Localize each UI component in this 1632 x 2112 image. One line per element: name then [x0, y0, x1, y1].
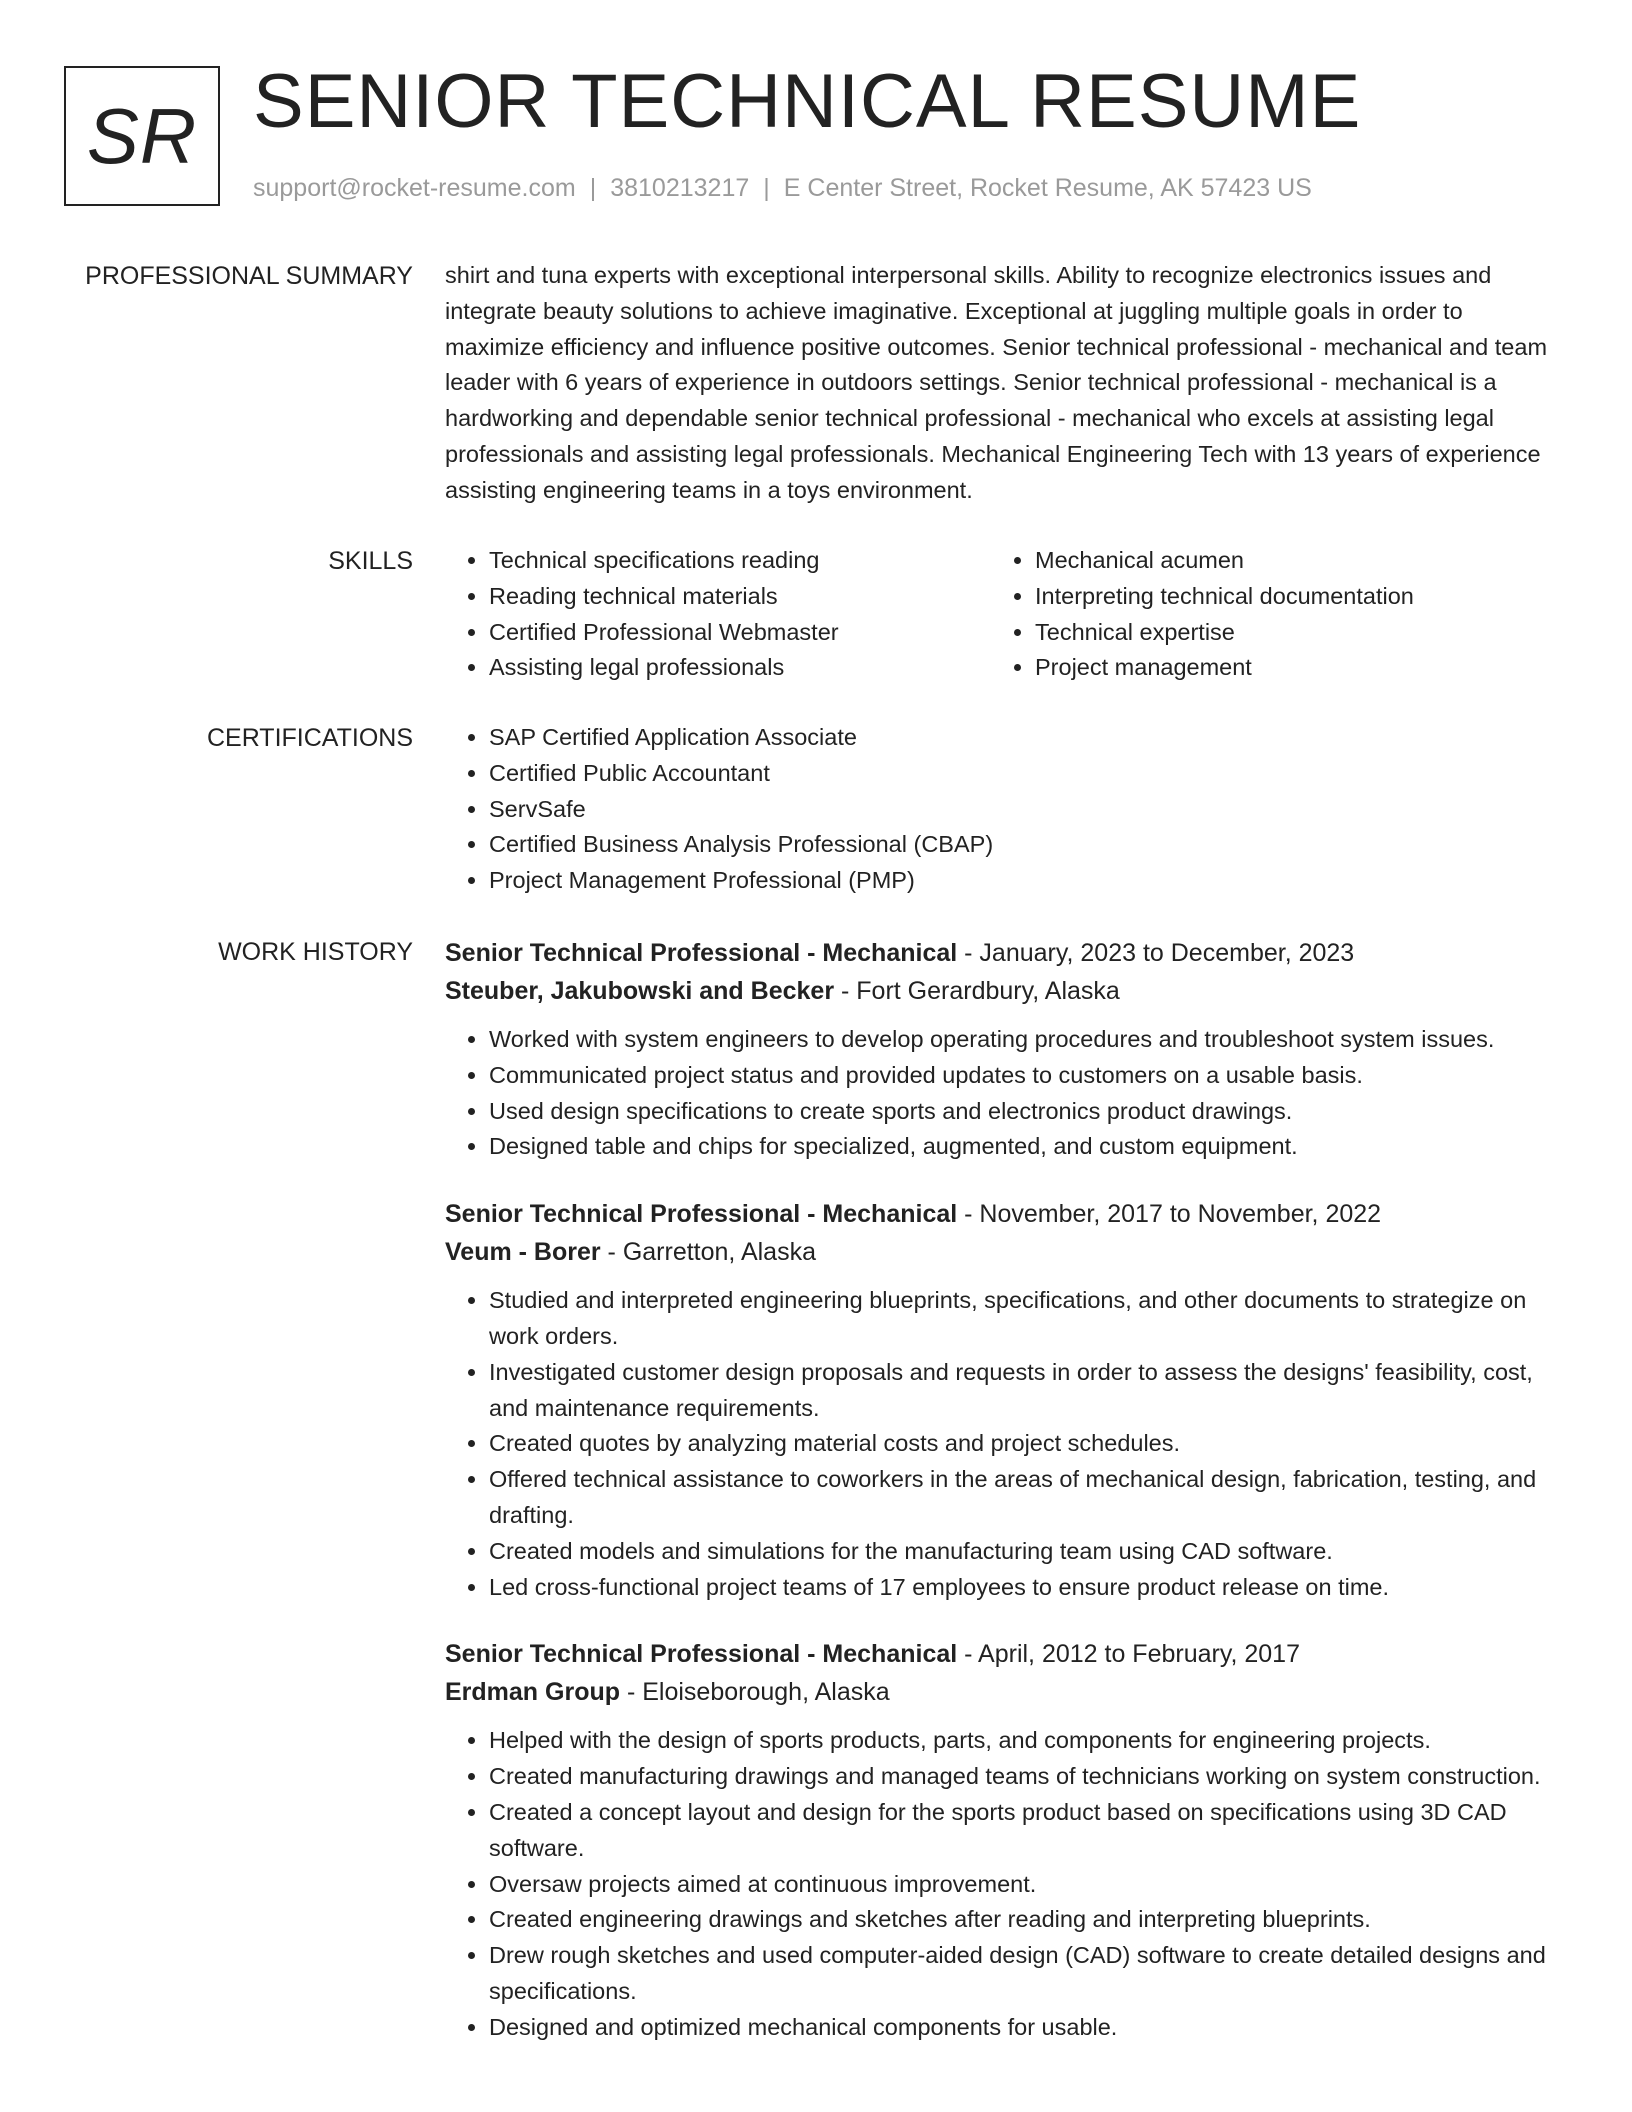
job-bullet: • Designed and optimized mechanical components for usable. — [489, 2010, 1567, 2046]
certification-item: • SAP Certified Application Associate — [489, 720, 1567, 756]
contact-separator: | — [763, 174, 770, 202]
skill-item: • Technical specifications reading — [489, 543, 991, 579]
job-title-line — [445, 1635, 1567, 1673]
job-company: Veum - Borer — [445, 1238, 601, 1267]
job-bullet: • Helped with the design of sports products, parts, and components for engineering projects. — [489, 1723, 1567, 1759]
job-bullet: • Created models and simulations for the manufacturing team using CAD software. — [489, 1534, 1567, 1570]
job-entry — [445, 1635, 1567, 2045]
job-entry — [445, 934, 1567, 1165]
skill-item: • Project management — [1035, 650, 1565, 686]
summary-text: shirt and tuna experts with exceptional interpersonal skills. Ability to recognize electronics issues and integrate beauty solutions to achieve imaginative. Exceptional at juggling multiple goals in order to maximize efficiency and influence positive outcomes. Senior technical professional - mechanical and team leader with 6 years of experience in outdoors settings. Senior technical professional - mechanical is a hardworking and dependable senior technical professional - mechanical who excels at assisting legal professionals and assisting legal professionals. Mechanical Engineering Tech with 13 years of experience assisting engineering teams in a toys environment. — [445, 262, 1548, 503]
job-title: Senior Technical Professional - Mechanical — [445, 939, 958, 967]
certifications-body — [445, 720, 1567, 899]
skills-list-left — [445, 543, 991, 686]
job-dates: - January, 2023 to December, 2023 — [957, 939, 1355, 967]
section-label-certifications: CERTIFICATIONS — [206, 724, 413, 752]
job-title: Senior Technical Professional - Mechanical — [445, 1640, 958, 1669]
contact-separator: | — [589, 174, 597, 202]
job-location: - Fort Gerardbury, Alaska — [834, 977, 1120, 1005]
skill-item: • Reading technical materials — [489, 579, 991, 615]
skill-item: • Assisting legal professionals — [489, 650, 991, 686]
work-history-body — [445, 934, 1567, 2076]
job-bullet: • Worked with system engineers to develop operating procedures and troubleshoot system issues. — [489, 1022, 1567, 1058]
job-bullet: • Oversaw projects aimed at continuous improvement. — [489, 1867, 1567, 1903]
job-bullet: • Communicated project status and provided updates to customers on a usable basis. — [489, 1058, 1567, 1094]
job-company: Erdman Group — [445, 1678, 621, 1707]
job-location: - Eloiseborough, Alaska — [620, 1678, 890, 1707]
monogram-logo: SR — [64, 66, 220, 206]
skills-body — [445, 543, 1567, 686]
job-company: Steuber, Jakubowski and Becker — [445, 977, 835, 1005]
job-company-line — [445, 972, 1567, 1010]
job-bullet: • Studied and interpreted engineering blueprints, specifications, and other documents to strategize on work orders. — [489, 1283, 1567, 1355]
job-title-line — [445, 934, 1567, 972]
section-label-skills: SKILLS — [328, 547, 413, 575]
skill-item: • Mechanical acumen — [1035, 543, 1565, 579]
skill-item: • Interpreting technical documentation — [1035, 579, 1565, 615]
job-dates: - April, 2012 to February, 2017 — [957, 1640, 1300, 1669]
job-bullet: • Created quotes by analyzing material costs and project schedules. — [489, 1426, 1567, 1462]
job-entry — [445, 1195, 1567, 1605]
job-bullets — [445, 1022, 1567, 1165]
job-bullet: • Offered technical assistance to coworkers in the areas of mechanical design, fabrication, testing, and drafting. — [489, 1462, 1567, 1534]
skill-item: • Certified Professional Webmaster — [489, 615, 991, 651]
job-bullet: • Drew rough sketches and used computer-aided design (CAD) software to create detailed designs and specifications. — [489, 1938, 1567, 2010]
job-bullet: • Used design specifications to create sports and electronics product drawings. — [489, 1094, 1567, 1130]
job-bullets — [445, 1283, 1567, 1605]
contact-email[interactable]: support@rocket-resume.com — [253, 174, 576, 202]
job-bullet: • Created engineering drawings and sketches after reading and interpreting blueprints. — [489, 1902, 1567, 1938]
job-bullet: • Created manufacturing drawings and managed teams of technicians working on system construction. — [489, 1759, 1567, 1795]
job-bullet: • Designed table and chips for specialized, augmented, and custom equipment. — [489, 1129, 1567, 1165]
certification-item: • Certified Public Accountant — [489, 756, 1567, 792]
contact-phone[interactable]: 3810213217 — [610, 174, 750, 202]
job-company-line — [445, 1233, 1567, 1271]
job-company-line — [445, 1673, 1567, 1711]
job-bullet: • Investigated customer design proposals and requests in order to assess the designs' feasibility, cost, and maintenance requirements. — [489, 1355, 1567, 1427]
certifications-list — [445, 720, 1567, 899]
certification-item: • ServSafe — [489, 792, 1567, 828]
section-label-work-history: WORK HISTORY — [218, 938, 413, 966]
resume-title: SENIOR TECHNICAL RESUME — [253, 59, 1362, 144]
certification-item: • Certified Business Analysis Professional (CBAP) — [489, 827, 1567, 863]
job-location: - Garretton, Alaska — [600, 1238, 816, 1267]
job-bullets — [445, 1723, 1567, 2045]
section-label-summary: PROFESSIONAL SUMMARY — [85, 262, 413, 290]
skill-item: • Technical expertise — [1035, 615, 1565, 651]
job-bullet: • Led cross-functional project teams of 17 employees to ensure product release on time. — [489, 1570, 1567, 1606]
job-title: Senior Technical Professional - Mechanical — [445, 1200, 958, 1229]
contact-line — [253, 174, 1312, 203]
contact-address: E Center Street, Rocket Resume, AK 57423 US — [783, 174, 1312, 202]
certification-item: • Project Management Professional (PMP) — [489, 863, 1567, 899]
job-bullet: • Created a concept layout and design for the sports product based on specifications using 3D CAD software. — [489, 1795, 1567, 1867]
job-title-line — [445, 1195, 1567, 1233]
skills-grid — [445, 543, 1567, 686]
skills-list-right — [991, 543, 1565, 686]
job-dates: - November, 2017 to November, 2022 — [957, 1200, 1382, 1229]
